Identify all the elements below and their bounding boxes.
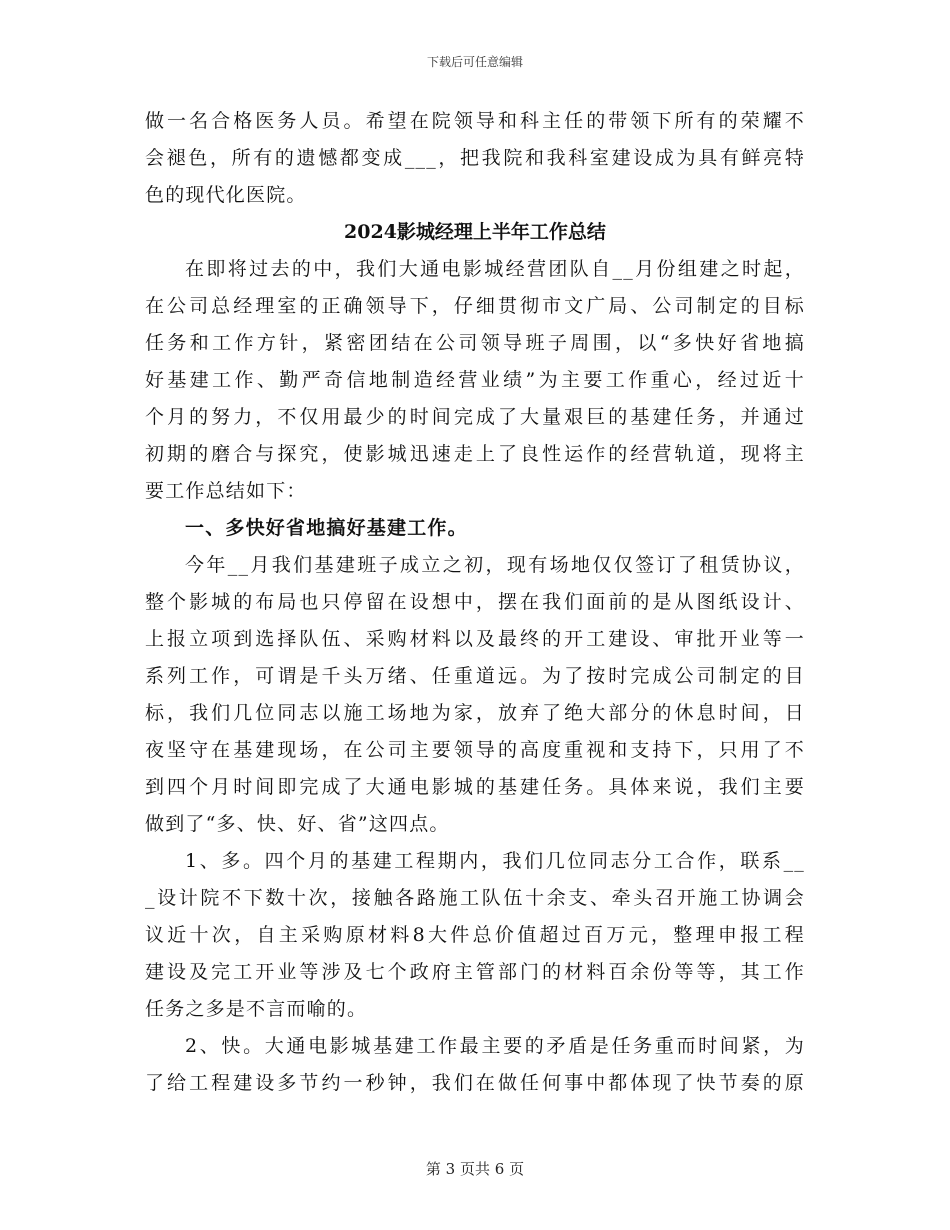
paragraph-line: 做到了“多、快、好、省”这四点。 — [145, 813, 450, 835]
paragraph-line: 了给工程建设多节约一秒钟，我们在做任何事中都体现了快节奏的原 — [145, 1072, 805, 1094]
document-title: 2024影城经理上半年工作总结 — [344, 221, 606, 243]
paragraph-line: 任务之多是不言而喻的。 — [145, 998, 368, 1020]
paragraph-line: 今年__月我们基建班子成立之初，现有场地仅仅签订了租赁协议， — [185, 554, 805, 576]
paragraph-line: 夜坚守在基建现场，在公司主要领导的高度重视和支持下，只用了不 — [145, 739, 805, 761]
section-heading: 一、多快好省地搞好基建工作。 — [185, 517, 468, 539]
paragraph-line: 1、多。四个月的基建工程期内，我们几位同志分工合作，联系__ — [185, 850, 805, 872]
paragraph-line: 标，我们几位同志以施工场地为家，放弃了绝大部分的休息时间，日 — [145, 702, 805, 724]
paragraph-line: 色的现代化医院。 — [145, 184, 307, 206]
paragraph-line: 在公司总经理室的正确领导下，仔细贯彻市文广局、公司制定的目标 — [145, 295, 805, 317]
paragraph-line: 到四个月时间即完成了大通电影城的基建任务。具体来说，我们主要 — [145, 776, 805, 798]
paragraph-line: 建设及完工开业等涉及七个政府主管部门的材料百余份等等，其工作 — [145, 961, 805, 983]
paragraph-line: 议近十次，自主采购原材料8大件总价值超过百万元，整理申报工程 — [145, 924, 805, 946]
paragraph-line: 个月的努力，不仅用最少的时间完成了大量艰巨的基建任务，并通过 — [145, 406, 805, 428]
document-body — [145, 103, 805, 1102]
paragraph-line: 上报立项到选择队伍、采购材料以及最终的开工建设、审批开业等一 — [145, 628, 805, 650]
paragraph-line: 要工作总结如下： — [145, 480, 307, 502]
paragraph-line: 任务和工作方针，紧密团结在公司领导班子周围，以“多快好省地搞 — [145, 332, 805, 354]
paragraph-line: 好基建工作、勤严奇信地制造经营业绩”为主要工作重心，经过近十 — [145, 369, 805, 391]
header-note: 下载后可任意编辑 — [426, 55, 523, 69]
paragraph-line: 做一名合格医务人员。希望在院领导和科主任的带领下所有的荣耀不 — [145, 110, 805, 132]
paragraph-line: 系列工作，可谓是千头万绪、任重道远。为了按时完成公司制定的目 — [145, 665, 805, 687]
paragraph-line: _设计院不下数十次，接触各路施工队伍十余支、牵头召开施工协调会 — [145, 887, 805, 909]
paragraph-line: 整个影城的布局也只停留在设想中，摆在我们面前的是从图纸设计、 — [145, 591, 805, 613]
paragraph-line: 在即将过去的中，我们大通电影城经营团队自__月份组建之时起， — [185, 258, 805, 280]
paragraph-line: 初期的磨合与探究，使影城迅速走上了良性运作的经营轨道，现将主 — [145, 443, 805, 465]
page-number: 第 3 页共 6 页 — [425, 1160, 525, 1178]
paragraph-line: 2、快。大通电影城基建工作最主要的矛盾是任务重而时间紧，为 — [185, 1035, 805, 1057]
paragraph-line: 会褪色，所有的遗憾都变成___，把我院和我科室建设成为具有鲜亮特 — [145, 147, 805, 169]
